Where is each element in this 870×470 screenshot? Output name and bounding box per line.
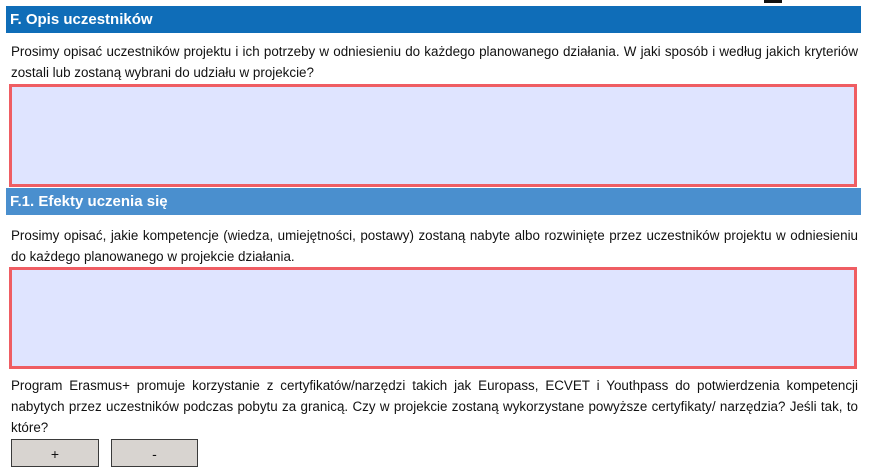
top-divider bbox=[0, 0, 870, 3]
section-f-title: F. Opis uczestników bbox=[10, 11, 153, 28]
learning-outcomes-answer-field[interactable] bbox=[9, 267, 857, 369]
add-row-button[interactable]: + bbox=[11, 439, 99, 467]
participants-question: Prosimy opisać uczestników projektu i ich potrzeby w odniesieniu do każdego planowanego działania. W jaki sposób i według jakich kryteriów zostali lub zostaną wybrani do udziału w projekcie? bbox=[11, 44, 858, 80]
section-f-header bbox=[6, 6, 861, 33]
section-f1-header bbox=[6, 188, 861, 215]
certificates-question: Program Erasmus+ promuje korzystanie z certyfikatów/narzędzi takich jak Europass, ECVET i Youthpass do potwierdzenia kompetencji nabytych przez uczestników podczas pobytu za granicą. Czy w projekcie zostaną wykorzystane powyższe certyfikaty/ narzędzia? Jeśli tak, to które? bbox=[11, 378, 858, 435]
learning-outcomes-question: Prosimy opisać, jakie kompetencje (wiedza, umiejętności, postawy) zostaną nabyte albo rozwinięte przez uczestników projektu w odniesieniu do każdego planowanego w projekcie działania. bbox=[11, 228, 858, 264]
remove-row-button[interactable]: - bbox=[111, 439, 198, 467]
participants-answer-field[interactable] bbox=[9, 84, 857, 187]
top-edge-mark bbox=[764, 0, 782, 3]
section-f1-title: F.1. Efekty uczenia się bbox=[10, 193, 168, 210]
